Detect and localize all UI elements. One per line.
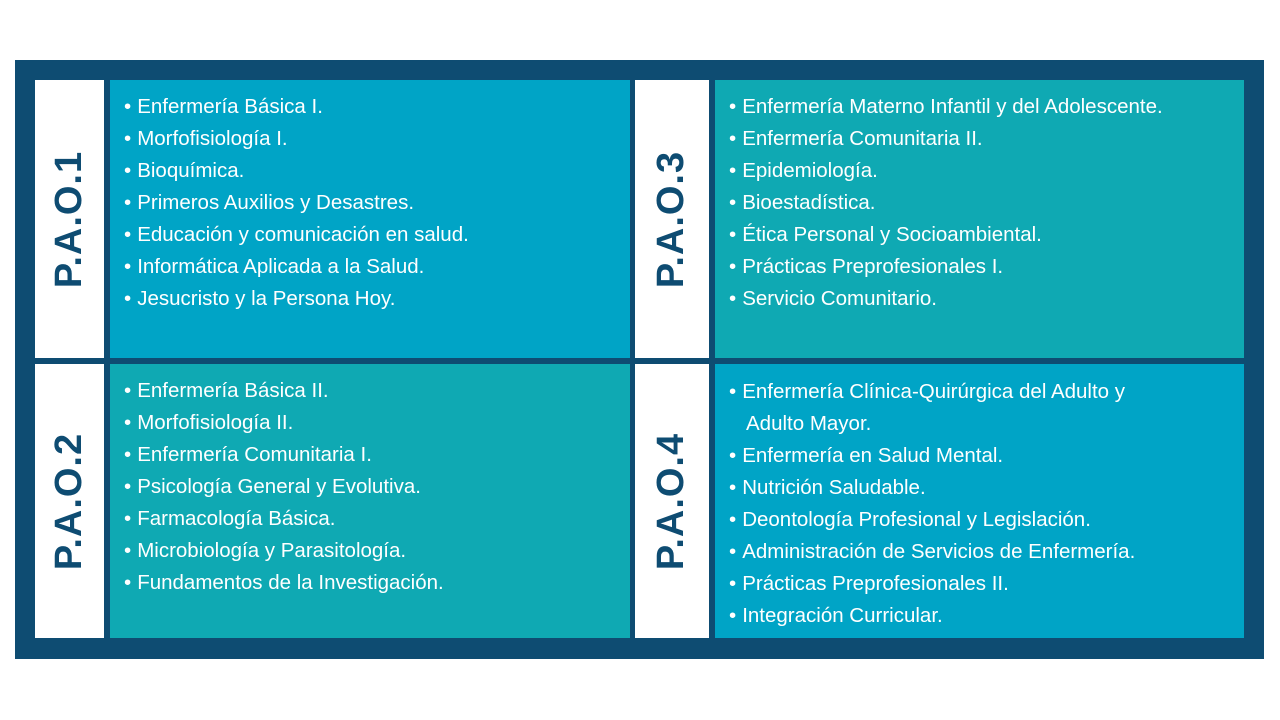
pao2-course-panel xyxy=(110,364,630,638)
course-item: • Morfofisiología II. xyxy=(124,411,294,434)
course-item: • Fundamentos de la Investigación. xyxy=(124,571,444,594)
pao4-label: P.A.O.4 xyxy=(650,432,693,570)
course-item: • Prácticas Preprofesionales II. xyxy=(729,572,1009,595)
pao4-label-box xyxy=(635,364,709,638)
pao3-course-panel xyxy=(715,80,1244,358)
course-item: • Enfermería Clínica-Quirúrgica del Adulto y Adulto Mayor. xyxy=(729,376,1244,440)
course-item-continuation: Adulto Mayor. xyxy=(746,412,872,435)
course-item: • Enfermería Básica I. xyxy=(124,95,323,118)
pao3-label-box xyxy=(635,80,709,358)
course-item: • Epidemiología. xyxy=(729,159,878,182)
course-item: • Enfermería Comunitaria I. xyxy=(124,443,372,466)
course-item: • Integración Curricular. xyxy=(729,604,943,627)
course-item: • Enfermería Básica II. xyxy=(124,379,329,402)
course-item: • Educación y comunicación en salud. xyxy=(124,223,469,246)
pao1-course-list xyxy=(124,91,630,315)
pao3-course-list xyxy=(729,91,1244,315)
pao4-course-list xyxy=(729,376,1244,632)
course-item: • Morfofisiología I. xyxy=(124,127,288,150)
course-item: • Enfermería Materno Infantil y del Adolescente. xyxy=(729,95,1163,118)
course-item: • Servicio Comunitario. xyxy=(729,287,938,310)
pao4-course-panel xyxy=(715,364,1244,638)
pao1-label-box xyxy=(35,80,104,358)
course-item: • Microbiología y Parasitología. xyxy=(124,539,407,562)
pao2-course-list xyxy=(124,375,630,599)
pao3-label: P.A.O.3 xyxy=(650,150,693,288)
course-item: • Bioestadística. xyxy=(729,191,876,214)
course-item: • Enfermería en Salud Mental. xyxy=(729,444,1004,467)
course-item: • Nutrición Saludable. xyxy=(729,476,926,499)
course-item: • Enfermería Comunitaria II. xyxy=(729,127,983,150)
course-item: • Primeros Auxilios y Desastres. xyxy=(124,191,415,214)
course-item: • Administración de Servicios de Enfermería. xyxy=(729,540,1136,563)
course-item: • Informática Aplicada a la Salud. xyxy=(124,255,425,278)
course-item: • Prácticas Preprofesionales I. xyxy=(729,255,1004,278)
pao1-label: P.A.O.1 xyxy=(48,150,91,288)
course-item: • Jesucristo y la Persona Hoy. xyxy=(124,287,396,310)
course-item: • Bioquímica. xyxy=(124,159,245,182)
pao2-label-box xyxy=(35,364,104,638)
course-item: • Psicología General y Evolutiva. xyxy=(124,475,421,498)
course-item: • Deontología Profesional y Legislación. xyxy=(729,508,1091,531)
pao1-course-panel xyxy=(110,80,630,358)
course-item: • Ética Personal y Socioambiental. xyxy=(729,223,1042,246)
course-item: • Farmacología Básica. xyxy=(124,507,336,530)
pao2-label: P.A.O.2 xyxy=(48,432,91,570)
